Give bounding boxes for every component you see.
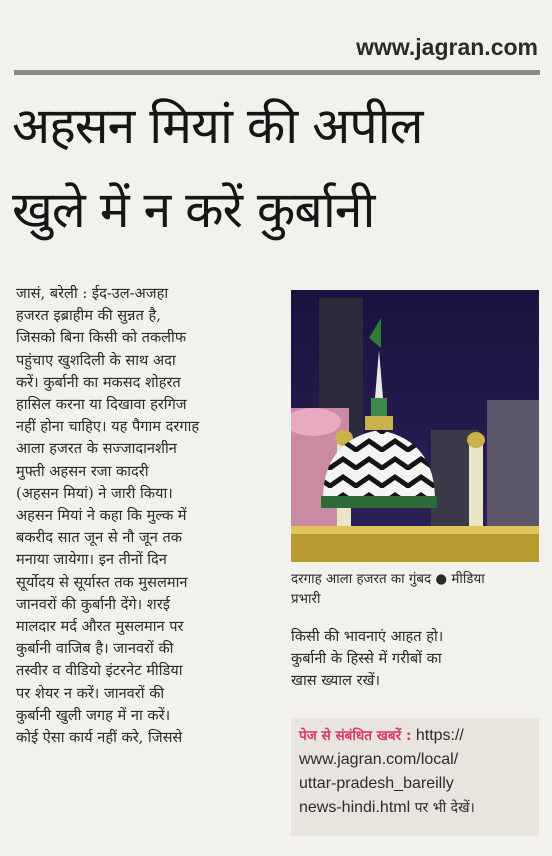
header-rule [14,70,540,75]
article-line: अहसन मियां ने कहा कि मुल्क में [16,507,187,525]
article-line: मुफ्ती अहसन रजा कादरी [16,462,149,480]
article-line: हासिल करना या दिखावा हरगिज [16,396,187,414]
related-link-part-1[interactable]: https:// [415,727,464,744]
dargah-dome-photo [291,290,539,562]
article-line: मालदार मर्द औरत मुसलमान पर [16,618,184,636]
article-line: (अहसन मियां) ने जारी किया। [16,484,173,502]
headline-line-2: खुले में न करें कुर्बानी [12,181,375,239]
headline [12,84,542,252]
article-line: तस्वीर व वीडियो इंटरनेट मीडिया [16,662,183,680]
article-line: हजरत इब्राहीम की सुन्नत है, [16,307,161,325]
article-line: नहीं होना चाहिए। यह पैगाम दरगाह [16,418,200,436]
article-line: मनाया जायेगा। इन तीनों दिन [16,551,167,569]
related-link-part-4[interactable]: news-hindi.html [299,799,411,816]
article-line: कुर्बानी खुली जगह में ना करें। [16,706,171,724]
article-line: कुर्बानी वाजिब है। जानवरों की [16,640,174,658]
related-link-part-2[interactable]: www.jagran.com/local/ [299,751,459,768]
article-line: पहुंचाए खुशदिली के साथ अदा [16,351,176,369]
article-line: सूर्योदय से सूर्यास्त तक मुसलमान [16,573,188,591]
article-line: कुर्बानी के हिस्से में गरीबों का [291,650,442,668]
article-line: जासं, बरेली : ईद-उल-अजहा [16,285,169,302]
related-label: पेज से संबंधित खबरें : [299,728,412,744]
article-line: किसी की भावनाएं आहत हो। [291,628,444,645]
article-line: बकरीद सात जून से नौ जून तक [16,529,182,547]
article-line: आला हजरत के सज्जादानशीन [16,440,177,458]
article-line: कोई ऐसा कार्य नहीं करे, जिससे [16,729,183,747]
headline-line-1: अहसन मियां की अपील [12,97,423,155]
site-url[interactable]: www.jagran.com [356,34,538,60]
related-suffix: पर भी देखें। [414,800,475,816]
related-link-part-3[interactable]: uttar-pradesh_bareilly [299,775,454,792]
photo-caption [291,570,541,610]
related-news-box [291,718,539,836]
caption-line-2: प्रभारी [291,592,321,607]
dome-illustration [291,290,539,562]
article-body-left [16,283,278,749]
article-line: खास ख्याल रखें। [291,672,380,690]
article-line: जानवरों की कुर्बानी देंगे। शरई [16,595,170,613]
article-line: पर शेयर न करें। जानवरों की [16,684,165,702]
caption-line-1: दरगाह आला हजरत का गुंबद ● मीडिया [291,572,485,587]
article-line: करें। कुर्बानी का मकसद शोहरत [16,373,181,391]
article-line: जिसको बिना किसी को तकलीफ [16,329,187,347]
article-body-right [291,626,541,693]
